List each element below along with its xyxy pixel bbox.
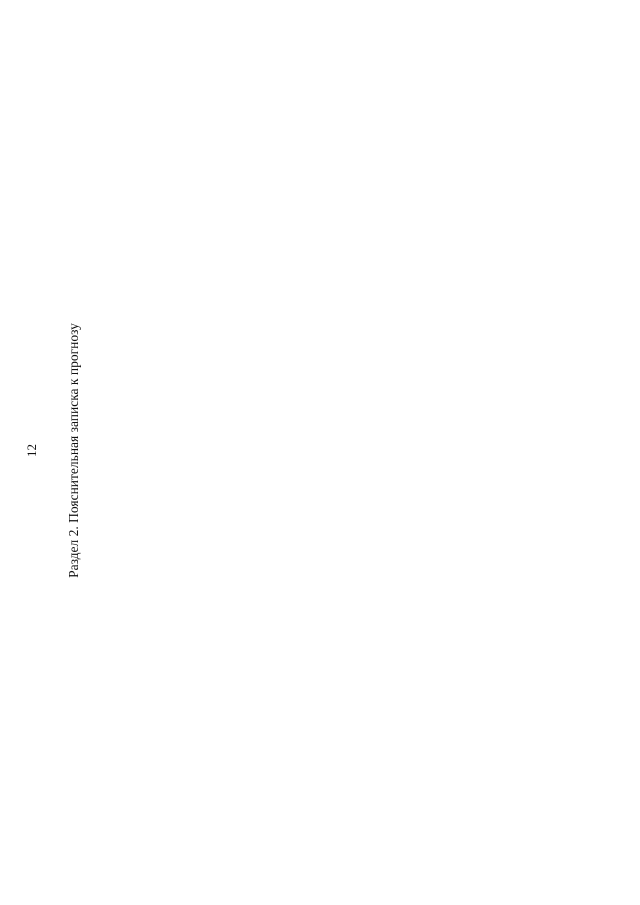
paragraph-forecast-indicators xyxy=(112,82,128,819)
paragraph-downward-revision xyxy=(143,82,159,819)
page-number: 12 xyxy=(24,444,39,457)
paragraph-industrial-growth-continued xyxy=(205,82,221,819)
paragraph-forecast-basis xyxy=(96,82,112,819)
paragraph-industrial-growth xyxy=(190,82,206,819)
section-title: Раздел 2. Пояснительная записка к прогнозу xyxy=(66,323,81,578)
paragraph-gross-regional-product xyxy=(174,82,190,819)
paragraph-forecast-parameters xyxy=(127,82,143,819)
paragraph-socio-economic-development xyxy=(158,82,174,819)
